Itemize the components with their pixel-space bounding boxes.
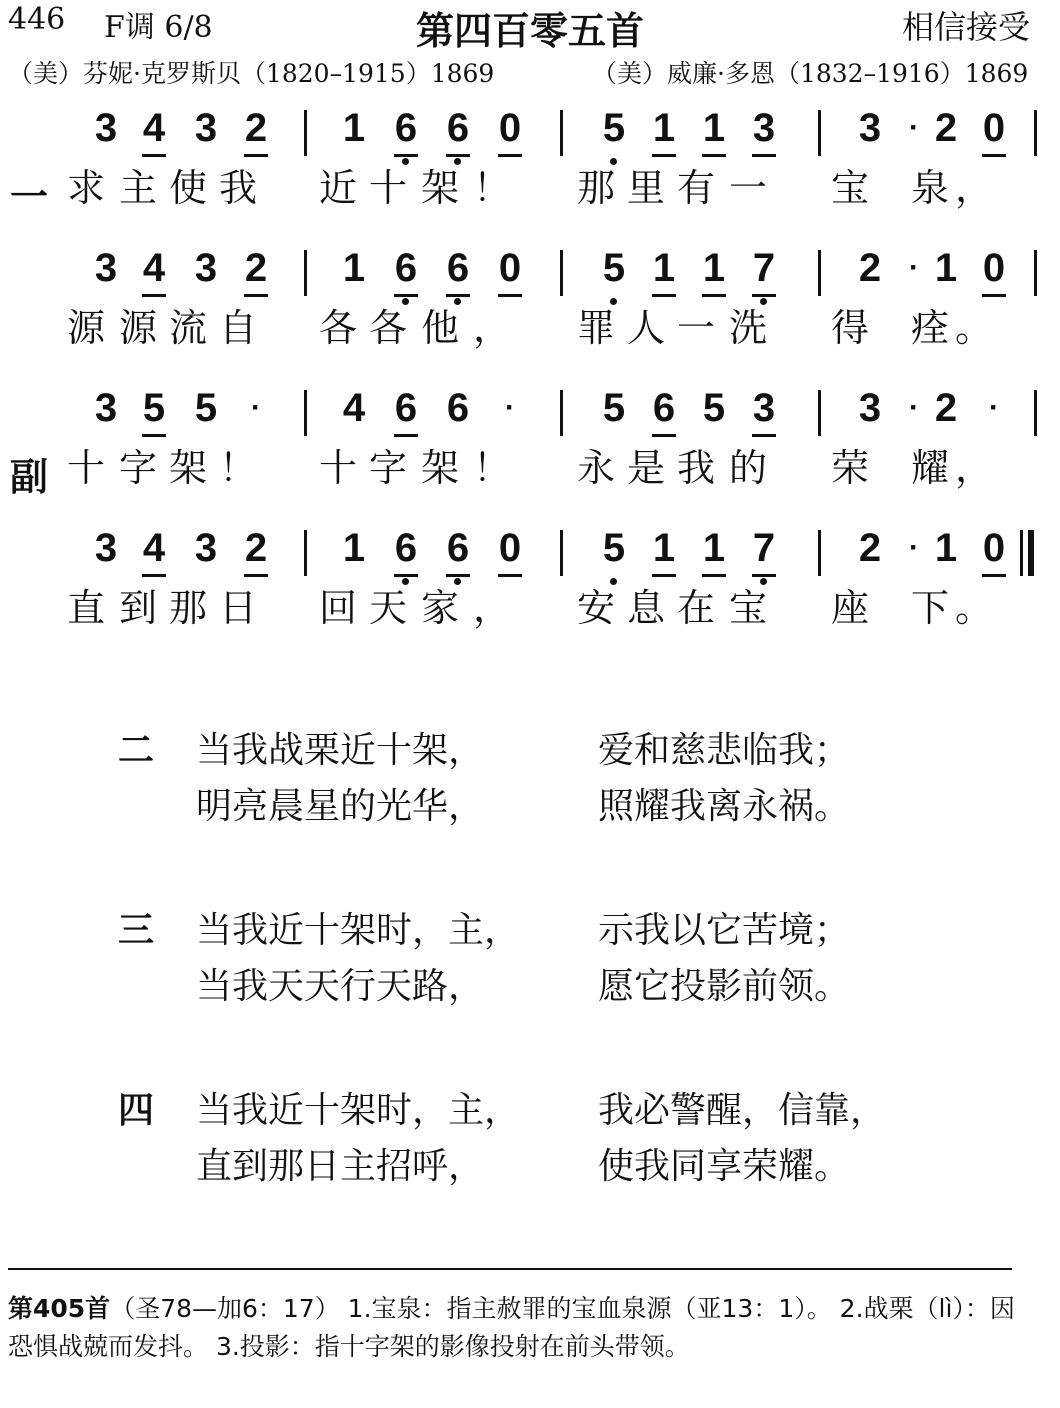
lyric-char: 。	[954, 306, 993, 350]
note: 6	[640, 388, 688, 428]
barline	[818, 110, 821, 156]
lyric-char: 宝	[830, 166, 869, 210]
note: 7	[740, 528, 788, 568]
verse-line: 当我近十架时，主，	[196, 1090, 521, 1131]
lyric-char: 罪	[576, 306, 615, 350]
lyric-char: 那	[168, 586, 207, 630]
note: 5	[590, 528, 638, 568]
lyric-char: 源	[118, 306, 157, 350]
lyric-char: 主	[118, 166, 157, 210]
lyric-char: 是	[626, 446, 665, 490]
lyric-char: 家	[420, 586, 459, 630]
note: 2	[232, 528, 280, 568]
note: ·	[909, 531, 919, 564]
lyric-char: 字	[118, 446, 157, 490]
note: 3	[740, 108, 788, 148]
verse-line: 使我同享荣耀。	[598, 1146, 851, 1187]
note: 2	[934, 106, 958, 150]
verse-line: 照耀我离永祸。	[598, 786, 851, 827]
page-number: 446	[8, 2, 66, 37]
note: 1	[640, 528, 688, 568]
note: 3	[94, 526, 118, 570]
lyric-char: 自	[218, 306, 257, 350]
hymn-theme: 相信接受	[901, 8, 1030, 46]
note: 0	[486, 528, 534, 568]
verse-label: 一	[10, 175, 49, 219]
note: 3	[740, 388, 788, 428]
note: 6	[382, 248, 430, 288]
barline	[818, 250, 821, 296]
note: 3	[858, 106, 882, 150]
lyric-char: ，	[954, 166, 993, 210]
barline	[1034, 390, 1037, 436]
barline	[304, 530, 307, 576]
lyric-char: ，	[472, 586, 511, 630]
barline	[560, 110, 563, 156]
note: 1	[342, 106, 366, 150]
lyric-char: 近	[318, 166, 357, 210]
note: 5	[590, 248, 638, 288]
barline	[304, 110, 307, 156]
note: 3	[194, 526, 218, 570]
note: 1	[690, 248, 738, 288]
verse-line: 爱和慈悲临我；	[598, 730, 851, 771]
verse-number: 二	[118, 730, 155, 771]
note: ·	[251, 391, 261, 424]
lyric-char: 直	[66, 586, 105, 630]
lyric-char: 痊	[910, 306, 949, 350]
note: 4	[130, 528, 178, 568]
note: 0	[970, 528, 1018, 568]
lyric-char: 各	[368, 306, 407, 350]
note: 3	[94, 386, 118, 430]
lyric-char: 息	[626, 586, 665, 630]
lyric-char: 日	[218, 586, 257, 630]
lyric-char: 回	[318, 586, 357, 630]
lyric-char: 求	[66, 166, 105, 210]
lyric-char: 使	[168, 166, 207, 210]
note: 3	[94, 246, 118, 290]
lyric-char: ，	[472, 306, 511, 350]
lyric-char: 他	[420, 306, 459, 350]
verse-line: 当我近十架时，主，	[196, 910, 521, 951]
barline	[560, 250, 563, 296]
note: 1	[640, 108, 688, 148]
lyric-char: 十	[66, 446, 105, 490]
note: 3	[858, 386, 882, 430]
note: 2	[858, 246, 882, 290]
note: 0	[970, 248, 1018, 288]
lyric-char: 耀	[910, 446, 949, 490]
barline	[818, 390, 821, 436]
lyricist-credit: （美）芬妮·克罗斯贝（1820–1915）1869	[8, 59, 495, 88]
note: 1	[342, 526, 366, 570]
footnote-text: （圣78—加6：17） 1.宝泉：指主赦罪的宝血泉源（亚13：1）。 2.战栗（lì）：因恐惧战兢而发抖。 3.投影：指十字架的影像投射在前头带领。	[8, 1294, 1015, 1361]
footnote	[8, 1290, 1028, 1366]
lyric-char: 宝	[728, 586, 767, 630]
lyric-char: ，	[954, 446, 993, 490]
note: 5	[602, 386, 626, 430]
lyric-char: 那	[576, 166, 615, 210]
note: 0	[486, 108, 534, 148]
note: 1	[690, 108, 738, 148]
verse-line: 明亮晨星的光华，	[196, 786, 485, 827]
note: 2	[232, 108, 280, 148]
note: 3	[94, 106, 118, 150]
barline	[1034, 250, 1037, 296]
lyric-char: 字	[368, 446, 407, 490]
barline	[1034, 110, 1037, 156]
lyric-char: 里	[626, 166, 665, 210]
note: 1	[934, 526, 958, 570]
lyric-char: 架	[168, 446, 207, 490]
note: 6	[434, 108, 482, 148]
lyric-char: 的	[728, 446, 767, 490]
lyric-char: 洗	[728, 306, 767, 350]
composer-credit: （美）威廉·多恩（1832–1916）1869	[592, 59, 1029, 88]
note: 5	[590, 108, 638, 148]
lyric-char: 流	[168, 306, 207, 350]
barline	[560, 390, 563, 436]
lyric-char: 源	[66, 306, 105, 350]
verse-line: 当我天天行天路，	[196, 966, 485, 1007]
lyric-char: 荣	[830, 446, 869, 490]
note: 0	[486, 248, 534, 288]
note: 6	[434, 248, 482, 288]
lyric-char: 我	[218, 166, 257, 210]
note: 5	[130, 388, 178, 428]
note: 1	[640, 248, 688, 288]
note: 1	[690, 528, 738, 568]
barline	[304, 250, 307, 296]
key-signature: F调 6/8	[104, 10, 213, 45]
lyric-char: ！	[472, 446, 511, 490]
verse-line: 当我战栗近十架，	[196, 730, 485, 771]
verse-label: 副	[10, 455, 49, 499]
note: 5	[194, 386, 218, 430]
verse-line: 我必警醒，信靠，	[598, 1090, 887, 1131]
lyric-char: 十	[368, 166, 407, 210]
lyric-char: 一	[728, 166, 767, 210]
note: 1	[342, 246, 366, 290]
verse-number: 三	[118, 910, 155, 951]
lyric-char: 得	[830, 306, 869, 350]
lyric-char: 座	[830, 586, 869, 630]
note: ·	[505, 391, 515, 424]
lyric-char: 下	[910, 586, 949, 630]
lyric-char: 我	[676, 446, 715, 490]
lyric-char: 泉	[910, 166, 949, 210]
final-barline-thick	[1028, 530, 1034, 576]
note: ·	[909, 391, 919, 424]
note: 4	[342, 386, 366, 430]
verse-line: 愿它投影前领。	[598, 966, 851, 1007]
note: 6	[382, 388, 430, 428]
lyric-char: 架	[420, 446, 459, 490]
note: 7	[740, 248, 788, 288]
note: 1	[934, 246, 958, 290]
note: 4	[130, 108, 178, 148]
note: ·	[909, 111, 919, 144]
note: 3	[194, 246, 218, 290]
lyric-char: 安	[576, 586, 615, 630]
note: 2	[858, 526, 882, 570]
verse-line: 示我以它苦境；	[598, 910, 851, 951]
lyric-char: ！	[472, 166, 511, 210]
lyric-char: 一	[676, 306, 715, 350]
note: 6	[446, 386, 470, 430]
note: 6	[434, 528, 482, 568]
barline	[560, 530, 563, 576]
note: 2	[232, 248, 280, 288]
lyric-char: 。	[954, 586, 993, 630]
note: ·	[989, 391, 999, 424]
lyric-char: 各	[318, 306, 357, 350]
note: 4	[130, 248, 178, 288]
final-barline-thin	[1020, 530, 1023, 576]
lyric-char: 在	[676, 586, 715, 630]
note: 0	[970, 108, 1018, 148]
note: 3	[194, 106, 218, 150]
hymn-title: 第四百零五首	[415, 9, 644, 53]
note: 6	[382, 528, 430, 568]
lyric-char: ！	[218, 446, 257, 490]
footnote-lead: 第405首	[8, 1294, 111, 1323]
note: 2	[934, 386, 958, 430]
verse-number: 四	[118, 1090, 155, 1131]
note: ·	[909, 251, 919, 284]
barline	[818, 530, 821, 576]
lyric-char: 到	[118, 586, 157, 630]
lyric-char: 十	[318, 446, 357, 490]
lyric-char: 人	[626, 306, 665, 350]
note: 6	[382, 108, 430, 148]
lyric-char: 架	[420, 166, 459, 210]
lyric-char: 天	[368, 586, 407, 630]
divider	[8, 1268, 1012, 1270]
lyric-char: 有	[676, 166, 715, 210]
verse-line: 直到那日主招呼，	[196, 1146, 485, 1187]
barline	[304, 390, 307, 436]
note: 5	[702, 386, 726, 430]
lyric-char: 永	[576, 446, 615, 490]
